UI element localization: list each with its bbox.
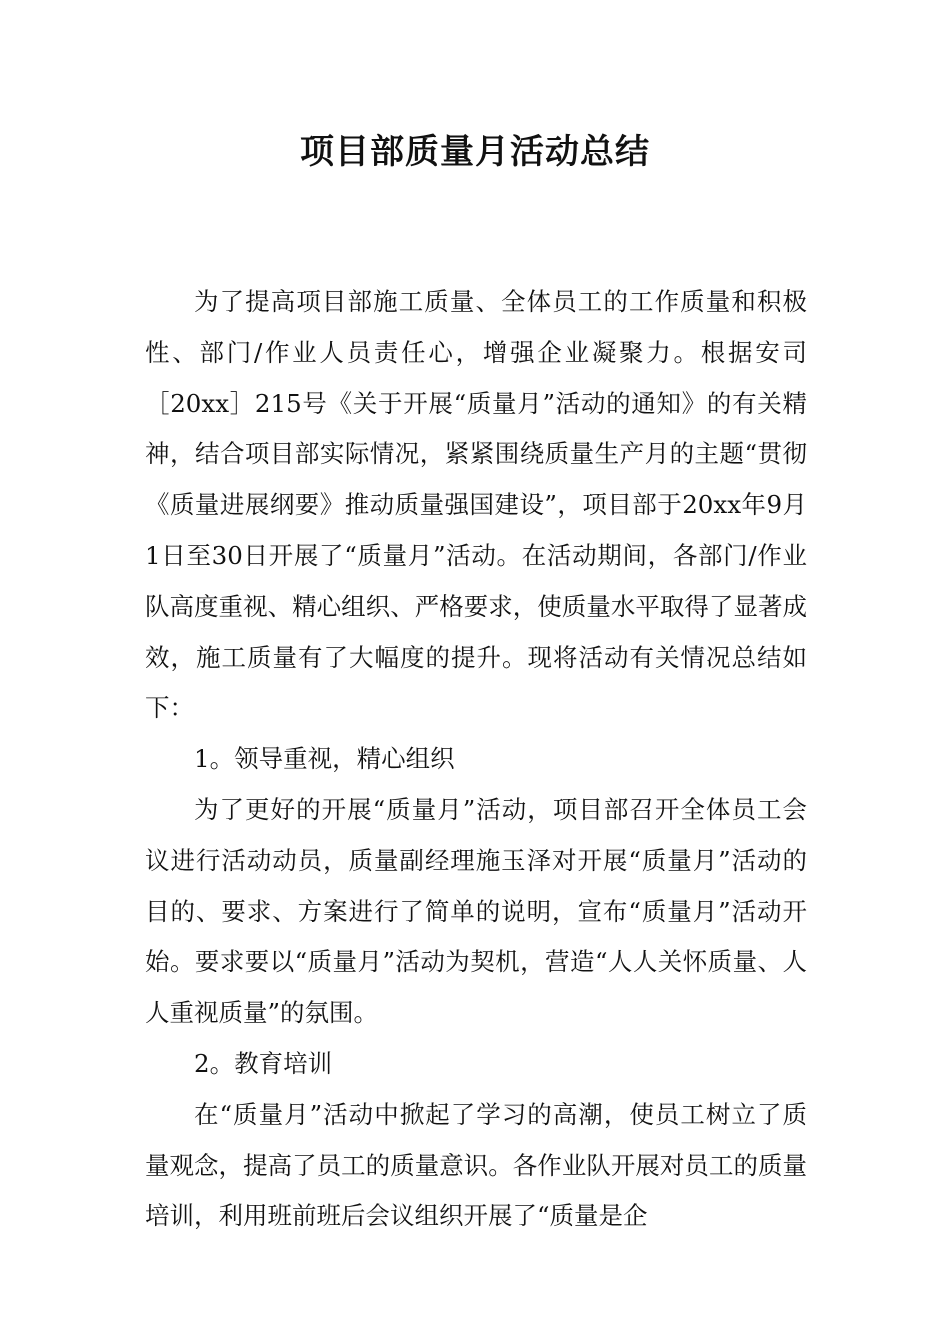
section-1-paragraph: 为了更好的开展“质量月”活动，项目部召开全体员工会议进行活动动员，质量副经理施玉泽对开展“质量月”活动的目的、要求、方案进行了简单的说明，宣布“质量月”活动开始。要求要以“质量月”活动为契机，营造“人人关怀质量、人人重视质量”的氛围。 [145,794,807,1028]
section-heading-2: 2。教育培训 [194,1048,333,1078]
document-body [145,277,807,1242]
intro-paragraph: 为了提高项目部施工质量、全体员工的工作质量和积极性、部门/作业人员责任心，增强企业凝聚力。根据安司［20xx］215号《关于开展“质量月”活动的通知》的有关精神，结合项目部实际情况，紧紧围绕质量生产月的主题“贯彻《质量进展纲要》推动质量强国建设”，项目部于20xx年9月1日至30日开展了“质量月”活动。在活动期间，各部门/作业队高度重视、精心组织、严格要求，使质量水平取得了显著成效，施工质量有了大幅度的提升。现将活动有关情况总结如下： [145,287,807,723]
section-heading-1: 1。领导重视，精心组织 [194,744,455,774]
document-title: 项目部质量月活动总结 [300,132,650,172]
section-2-paragraph: 在“质量月”活动中掀起了学习的高潮，使员工树立了质量观念，提高了员工的质量意识。各作业队开展对员工的质量培训，利用班前班后会议组织开展了“质量是企 [145,1099,807,1231]
